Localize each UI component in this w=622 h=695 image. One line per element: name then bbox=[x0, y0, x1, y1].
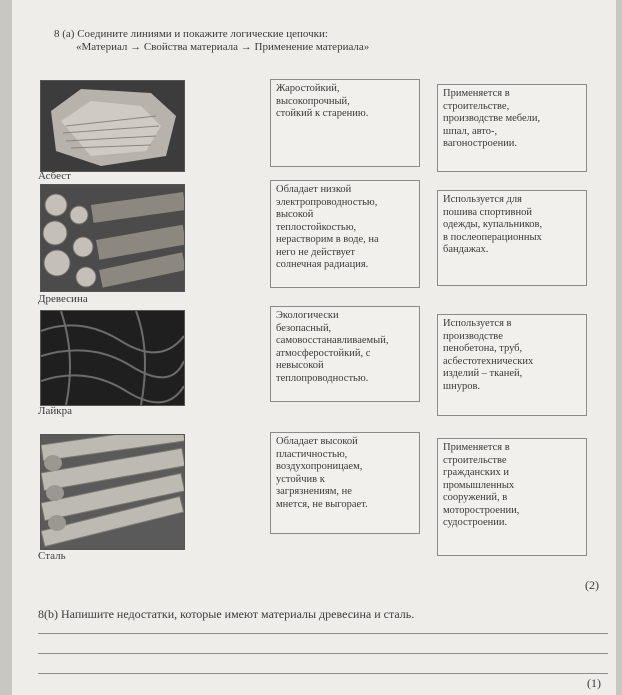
steel-bars-photo bbox=[40, 434, 185, 550]
material-label-asbestos: Асбест bbox=[38, 170, 71, 182]
material-label-steel: Сталь bbox=[38, 550, 66, 562]
material-label-wood: Древесина bbox=[38, 293, 88, 305]
worksheet-page bbox=[12, 0, 616, 695]
marks-8b: (1) bbox=[587, 676, 601, 690]
wood-logs-photo bbox=[40, 184, 185, 292]
property-box-steel[interactable]: Обладает высокой пластичностью, воздухопроницаем, устойчив к загрязнениям, не мнется, не выгорает. bbox=[270, 432, 420, 534]
application-box-lycra[interactable]: Используется в производстве пенобетона, труб, асбестотехнических изделий – тканей, шнуров. bbox=[437, 314, 587, 416]
answer-line-3[interactable] bbox=[38, 673, 608, 674]
application-box-wood[interactable]: Используется для пошива спортивной одежды, купальников, в послеоперационных бандажах. bbox=[437, 190, 587, 286]
question-8a-header bbox=[54, 28, 369, 54]
question-8b: 8(b) Напишите недостатки, которые имеют материалы древесина и сталь. bbox=[38, 607, 415, 621]
question-8a-title: 8 (a) Соедините линиями и покажите логические цепочки: bbox=[54, 28, 328, 40]
answer-line-1[interactable] bbox=[38, 633, 608, 634]
property-box-lycra[interactable]: Экологически безопасный, самовосстанавливаемый, атмосферостойкий, с невысокой теплопроводностью. bbox=[270, 306, 420, 402]
property-box-asbestos[interactable]: Жаростойкий, высокопрочный, стойкий к старению. bbox=[270, 79, 420, 167]
lycra-fabric-photo bbox=[40, 310, 185, 406]
answer-line-2[interactable] bbox=[38, 653, 608, 654]
application-box-steel[interactable]: Применяется в строительстве гражданских и промышленных сооружений, в моторостроении, судостроении. bbox=[437, 438, 587, 556]
property-box-wood[interactable]: Обладает низкой электропроводностью, высокой теплостойкостью, нерастворим в воде, на него не действует солнечная радиация. bbox=[270, 180, 420, 288]
application-box-asbestos[interactable]: Применяется в строительстве, производстве мебели, шпал, авто-, вагоностроении. bbox=[437, 84, 587, 172]
marks-8a: (2) bbox=[585, 578, 599, 592]
question-8a-chain: «Материал → Свойства материала → Применение материала» bbox=[76, 41, 370, 53]
material-label-lycra: Лайкра bbox=[38, 405, 72, 417]
asbestos-photo bbox=[40, 80, 185, 172]
